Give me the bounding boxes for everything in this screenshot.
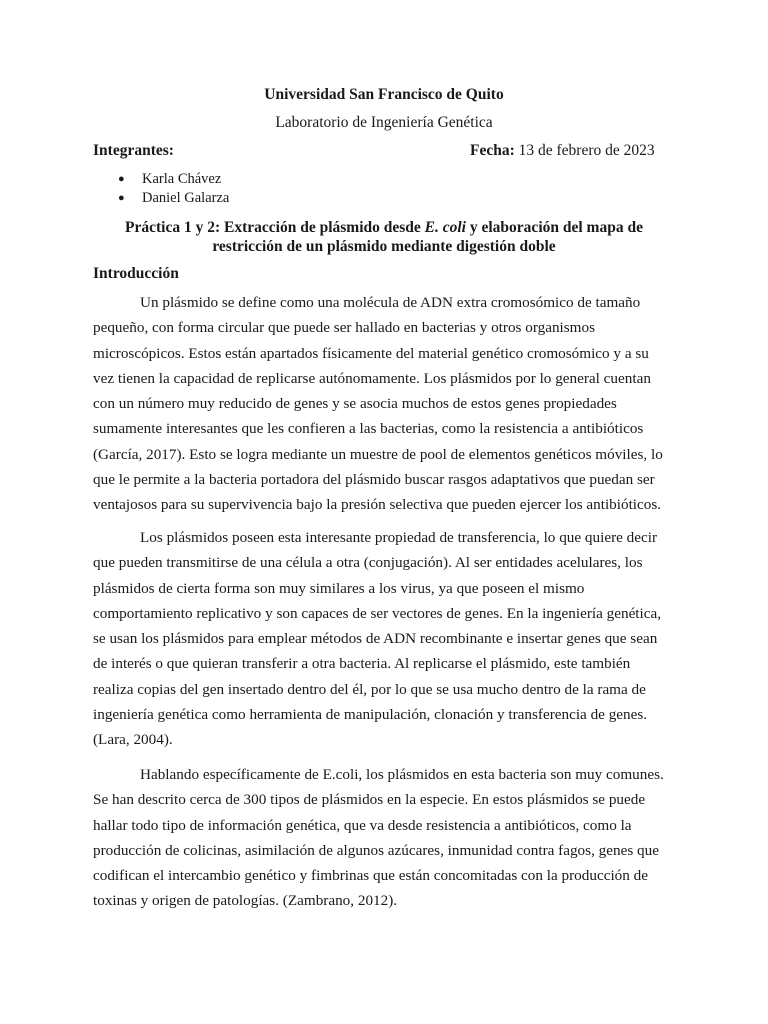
fecha-line bbox=[470, 142, 655, 160]
text-line: pequeño, con forma circular que puede ser hallado en bacterias y otros organismos bbox=[93, 319, 595, 337]
practice-title bbox=[100, 218, 668, 256]
section-heading: Introducción bbox=[93, 265, 179, 282]
bullet-icon: ● bbox=[118, 192, 125, 204]
text-line: ventajosos para su supervivencia bajo la presión selectiva que pueden ejercer los antibióticos. bbox=[93, 496, 662, 514]
text-line: producción de colicinas, asimilación de algunos azúcares, inmunidad contra fagos, genes que bbox=[93, 841, 659, 859]
paragraph-2 bbox=[93, 525, 683, 753]
text-line: vez tienen la capacidad de replicarse autónomamente. Los plásmidos por lo general cuentan bbox=[93, 369, 651, 387]
title-part1: Práctica 1 y 2: Extracción de plásmido desde bbox=[125, 219, 425, 236]
text-line: que le permite a la bacteria portadora del plásmido buscar rasgos adaptativos que puedan ser bbox=[93, 471, 655, 489]
text-line: Hablando específicamente de E.coli, los plásmidos en esta bacteria son muy comunes. bbox=[140, 766, 664, 783]
member-name: Karla Chávez bbox=[142, 171, 222, 187]
text-line: hallar todo tipo de información genética, que va desde resistencia a antibióticos, como la bbox=[93, 816, 632, 834]
text-line: que pueden transmitirse de una célula a otra (conjugación). Al ser entidades acelulares, los bbox=[93, 554, 643, 572]
text-line: realiza copias del gen insertado dentro del él, por lo que se usa mucho dentro de la rama de bbox=[93, 680, 646, 698]
title-part2: y elaboración del mapa de bbox=[466, 219, 643, 236]
text-line: sumamente interesantes que les confieren a las bacterias, como la resistencia a antibióticos bbox=[93, 420, 644, 438]
title-line2: restricción de un plásmido mediante digestión doble bbox=[212, 238, 556, 255]
text-line: microscópicos. Estos están apartados físicamente del material genético cromosómico y a su bbox=[93, 344, 649, 362]
member-name: Daniel Galarza bbox=[142, 190, 230, 206]
paragraph-1 bbox=[93, 290, 683, 518]
text-line: se usan los plásmidos para emplear métodos de ADN recombinante e insertar genes que sean bbox=[93, 630, 658, 648]
fecha-label: Fecha: bbox=[470, 142, 515, 159]
integrantes-label: Integrantes: bbox=[93, 142, 174, 159]
text-line: con un número muy reducido de genes y se asocia muchos de estos genes propiedades bbox=[93, 395, 617, 413]
text-line: (Lara, 2004). bbox=[93, 731, 173, 749]
university-name: Universidad San Francisco de Quito bbox=[264, 86, 504, 103]
fecha-value: 13 de febrero de 2023 bbox=[514, 142, 655, 159]
text-line: de interés o que quieran transferir a otra bacteria. Al replicarse el plásmido, este también bbox=[93, 655, 631, 673]
text-line: (García, 2017). Esto se logra mediante un muestre de pool de elementos genéticos móviles, lo bbox=[93, 445, 663, 463]
text-line: codifican el intercambio genético y fimbrinas que están concomitadas con la producción de bbox=[93, 867, 648, 885]
text-line: Un plásmido se define como una molécula de ADN extra cromosómico de tamaño bbox=[140, 294, 641, 311]
text-line: toxinas y origen de patologías. (Zambrano, 2012). bbox=[93, 892, 398, 910]
text-line: Se han descrito cerca de 300 tipos de plásmidos en la especie. En estos plásmidos se puede bbox=[93, 791, 646, 809]
text-line: Los plásmidos poseen esta interesante propiedad de transferencia, lo que quiere decir bbox=[140, 529, 658, 546]
text-line: ingeniería genética como herramienta de manipulación, clonación y transferencia de genes. bbox=[93, 706, 648, 724]
list-item bbox=[118, 170, 229, 189]
list-item bbox=[118, 189, 229, 208]
text-line: comportamiento replicativo y son capaces de ser vectores de genes. En la ingeniería genética, bbox=[93, 604, 662, 622]
text-line: plásmidos de cierta forma son muy similares a los virus, ya que poseen el mismo bbox=[93, 579, 585, 597]
lab-name: Laboratorio de Ingeniería Genética bbox=[275, 114, 493, 131]
bullet-icon: ● bbox=[118, 173, 125, 185]
members-list bbox=[118, 170, 229, 208]
paragraph-3 bbox=[93, 762, 683, 914]
title-organism: E. coli bbox=[424, 219, 466, 236]
